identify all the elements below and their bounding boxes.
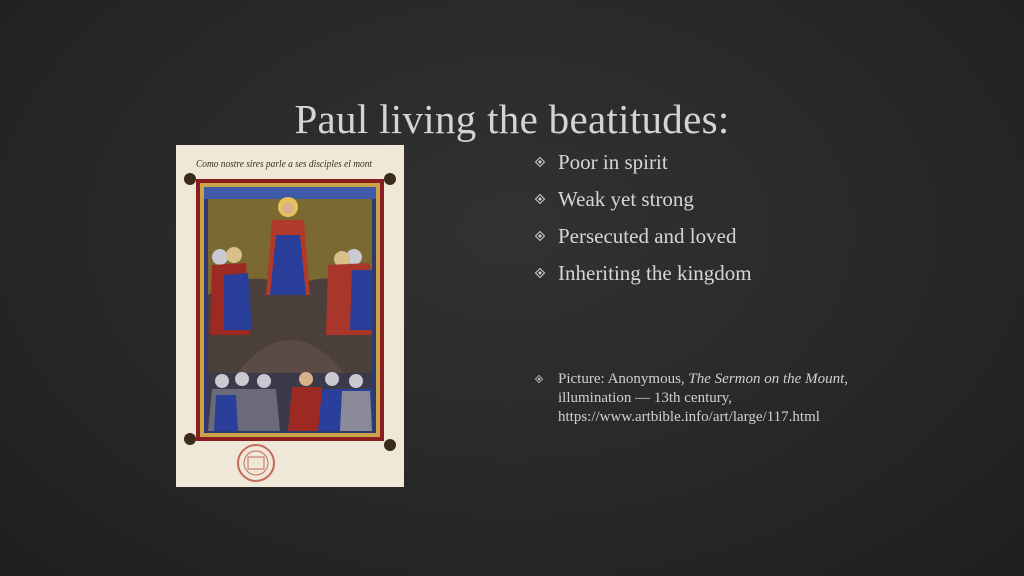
- bullet-list: [533, 148, 752, 296]
- bullet-text: Weak yet strong: [558, 187, 694, 211]
- diamond-bullet-icon: [535, 375, 543, 383]
- bullet-item: [533, 259, 752, 296]
- caption-line2: illumination — 13th century,: [558, 390, 733, 406]
- diamond-bullet-icon: [535, 194, 545, 204]
- bullet-item: [533, 222, 752, 259]
- illumination-picture: [176, 145, 404, 487]
- bullet-text: Poor in spirit: [558, 150, 668, 174]
- manuscript-illumination-icon: [176, 145, 404, 487]
- caption-prefix: Picture: Anonymous,: [558, 371, 689, 387]
- bullet-item: [533, 185, 752, 222]
- picture-caption: [533, 370, 978, 427]
- illumination-header-text: Como nostre sires parle a ses disciples el mont: [196, 159, 373, 170]
- caption-url: https://www.artbible.info/art/large/117.html: [558, 409, 820, 425]
- caption-line-end: ,: [844, 371, 848, 387]
- bullet-text: Inheriting the kingdom: [558, 261, 752, 285]
- diamond-bullet-icon: [535, 268, 545, 278]
- slide-title: Paul living the beatitudes:: [294, 96, 730, 143]
- caption-artwork-title: The Sermon on the Mount: [688, 371, 845, 387]
- bullet-item: [533, 148, 752, 185]
- diamond-bullet-icon: [535, 231, 545, 241]
- bullet-text: Persecuted and loved: [558, 224, 737, 248]
- diamond-bullet-icon: [535, 157, 545, 167]
